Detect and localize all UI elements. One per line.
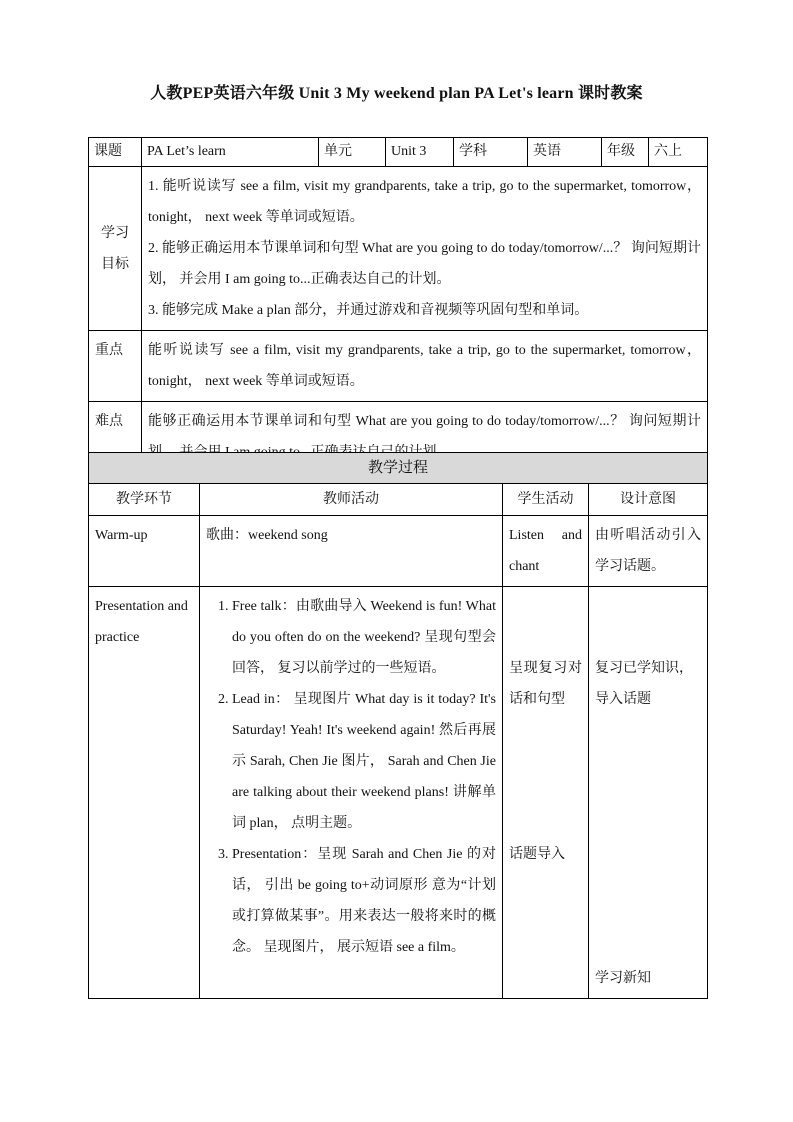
- subject-value: 英语: [528, 138, 602, 167]
- goals-label: 学习目标: [89, 167, 142, 331]
- goal-item: 3. 能够完成 Make a plan 部分，并通过游戏和音视频等巩固句型和单词。: [148, 303, 589, 318]
- presentation-student: [503, 587, 589, 999]
- process-heading-row: [89, 453, 708, 484]
- presentation-intent: [589, 587, 708, 999]
- design-intent-1: 复习已学知识，导入话题: [595, 661, 693, 707]
- difficulties-text: 能够正确运用本节课单词和句型 What are you going to do today/tomorrow/...？ 询问短期计: [142, 402, 708, 473]
- warmup-student: Listen and chant: [503, 516, 589, 587]
- lesson-info-table: [88, 137, 708, 473]
- unit-label: 单元: [319, 138, 386, 167]
- grade-value: 六上: [649, 138, 708, 167]
- teacher-activity-item: 3. Presentation：呈现 Sarah and Chen Jie 的对话， 引出 be going to+动词原形 意为“计划或打算做某事”。用来表达一般将来时的概念。 呈现图片， 展示短语 see a film。: [232, 839, 496, 963]
- topic-label: 课题: [89, 138, 142, 167]
- key-points-row: [89, 331, 708, 402]
- presentation-teacher: [200, 587, 503, 999]
- difficulties-label: 难点: [89, 402, 142, 473]
- presentation-row: [89, 587, 708, 999]
- column-header: 教学环节: [89, 484, 200, 516]
- process-column-headers: [89, 484, 708, 516]
- teacher-activity-item: 2. Lead in： 呈现图片 What day is it today? It's Saturday! Yeah! It's weekend again! 然后再展示 Sarah, Chen Jie 图片， Sarah and Chen Jie are talking about their weekend plans! 讲解单词 plan， 点明主题。: [232, 684, 496, 839]
- unit-value: Unit 3: [386, 138, 454, 167]
- grade-label: 年级: [602, 138, 649, 167]
- warmup-stage: Warm-up: [89, 516, 200, 587]
- teaching-process-table: [88, 452, 708, 999]
- process-heading: 教学过程: [89, 453, 708, 484]
- goal-item: 1. 能听说读写 see a film, visit my grandparents, take a trip, go to the supermarket, tomorrow， tonight， next week 等单词或短语。: [148, 179, 701, 225]
- column-header: 学生活动: [503, 484, 589, 516]
- key-points-label: 重点: [89, 331, 142, 402]
- teacher-activity-item: 1. Free talk：由歌曲导入 Weekend is fun! What do you often do on the weekend? 呈现句型会回答， 复习以前学过的一些短语。: [232, 591, 496, 684]
- column-header: 设计意图: [589, 484, 708, 516]
- goal-item: 2. 能够正确运用本节课单词和句型 What are you going to do today/tomorrow/...？ 询问短期计划， 并会用 I am going to...正确表达自己的计划。: [148, 241, 701, 287]
- document-title: 人教PEP英语六年级 Unit 3 My weekend plan PA Let's learn 课时教案: [150, 85, 643, 102]
- column-header: 教师活动: [200, 484, 503, 516]
- goals-content: [142, 167, 708, 331]
- info-row: [89, 138, 708, 167]
- design-intent-2: 学习新知: [595, 971, 651, 986]
- topic-value: PA Let’s learn: [142, 138, 319, 167]
- warmup-teacher: 歌曲：weekend song: [200, 516, 503, 587]
- student-activity-1: 呈现复习对话和句型: [509, 661, 582, 707]
- warmup-intent: 由听唱活动引入学习话题。: [589, 516, 708, 587]
- warmup-row: [89, 516, 708, 587]
- student-activity-2: 话题导入: [509, 847, 565, 862]
- key-points-text: 能听说读写 see a film, visit my grandparents, take a trip, go to the supermarket, tomorrow， tonight， next week 等单词或短语。: [142, 331, 708, 402]
- goals-row: [89, 167, 708, 331]
- presentation-stage: Presentation and practice: [89, 587, 200, 999]
- subject-label: 学科: [454, 138, 528, 167]
